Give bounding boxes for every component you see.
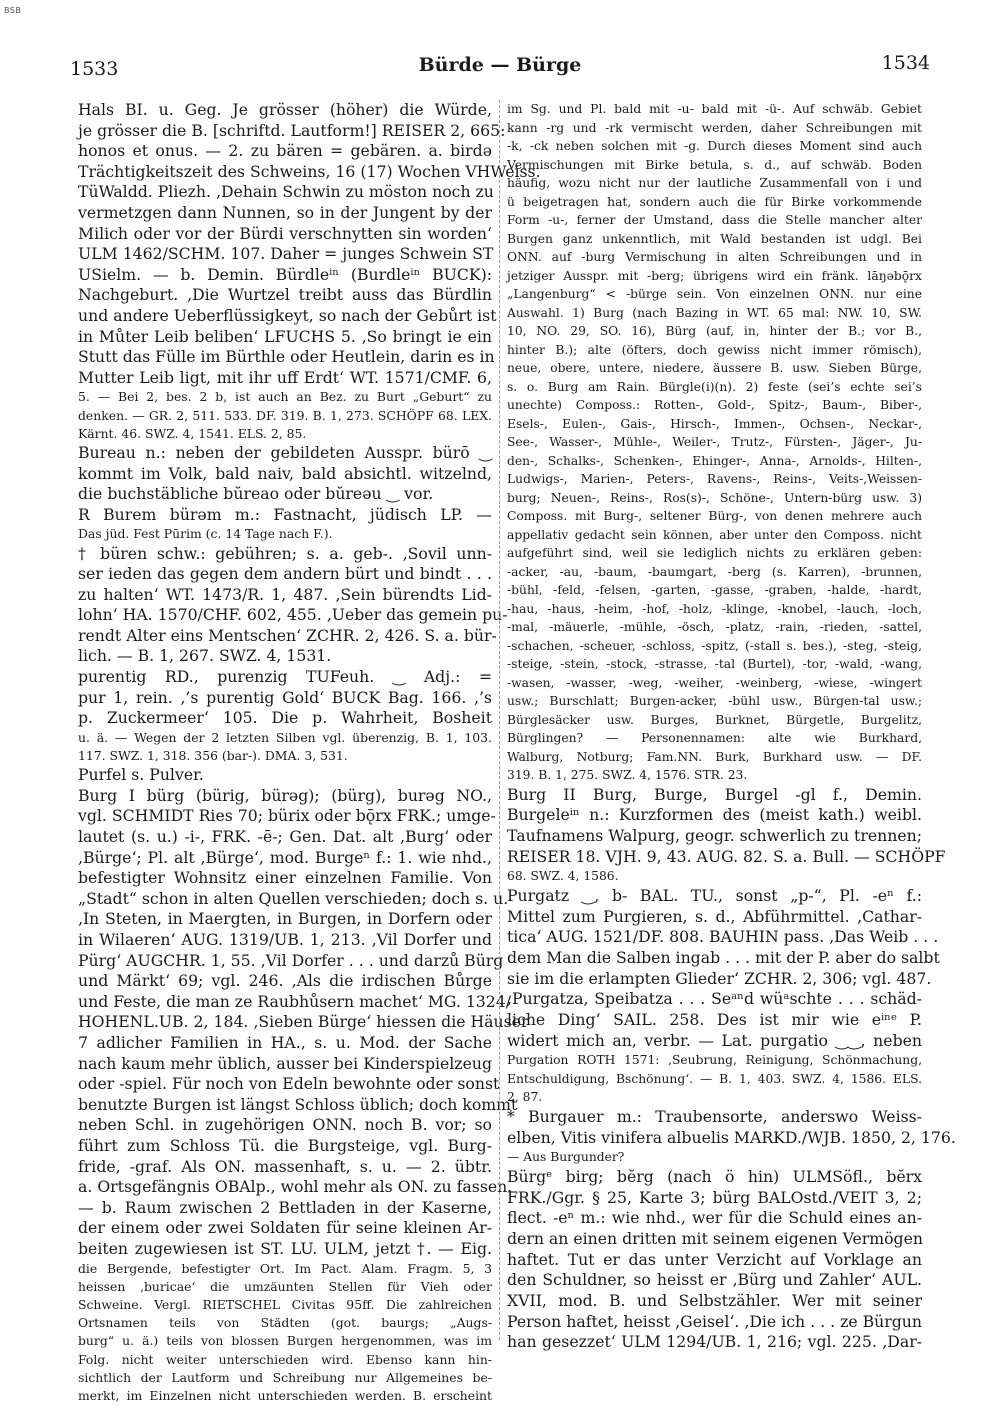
text-line: unechte) Composs.: Rotten-, Gold-, Spitz-, Baum-, Biber-, [507,398,922,412]
text-line: p. Zuckermeer‘ 105. Die p. Wahrheit, Bosheit [78,708,492,728]
text-line: s. o. Burg am Rain. Bürgle(i)(n). 2) feste (sei’s echte sei’s [507,379,922,394]
text-line: liche Ding‘ SAIL. 258. Des ist mir wie eⁱⁿᵉ P. [507,1010,922,1030]
text-line: -schachen, -scheuer, -schloss, -spitz, (-stall s. bes.), -steg, -steig, [507,638,922,653]
text-line: in Wilaeren‘ AUG. 1319/UB. 1, 213. ‚Vil Dorfer und [78,930,492,949]
text-line: jetziger Ausspr. mit -berg; übrigens wird ein fränk. lāŋəbǭrx [507,268,922,283]
text-line: HOHENL.UB. 2, 184. ‚Sieben Bürge‘ hiessen die Häuser [78,1012,529,1032]
text-line: und Feste, die man ze Raubhůsern machet‘ MG. 1324/ [78,991,512,1011]
text-line: zu halten‘ WT. 1473/R. 1, 487. ‚Sein bürendts Lid- [78,584,492,604]
text-line: lohn‘ HA. 1570/CHF. 602, 455. ‚Ueber das gemein pu- [78,605,508,625]
text-line: a. Ortsgefängnis OBAlp., wohl mehr als ON. zu fassen. [78,1177,513,1197]
text-line: R Burem bürəm m.: Fastnacht, jüdisch LP. — [78,504,492,524]
text-line: führt zum Schloss Tü. die Burgsteige, vgl. Burg- [78,1135,492,1155]
text-line: den Schuldner, so heisst er ‚Bürg und Zahler‘ AUL. [507,1270,922,1290]
text-line: appellativ gedacht sein können, aber unter den Composs. nicht [507,527,922,542]
text-line: ULM 1462/SCHM. 107. Daher = junges Schwein ST [78,244,494,264]
text-line: Folg. nicht weiter unterschieden wird. Ebenso kann hin- [78,1351,492,1367]
text-line: sie im die erlampten Glieder‘ ZCHR. 2, 306; vgl. 487. [507,968,932,988]
text-line: burg; Neuen-, Reins-, Ros(s)-, Schöne-, Untern-bürg usw. 3) [507,490,922,505]
text-line: ‚Bürge‘; Pl. alt ‚Bürge‘, mod. Burgeⁿ f.: 1. wie nhd., [78,847,492,867]
text-line: Trächtigkeitszeit des Schweins, 16 (17) Wochen VHWeiss. [78,161,541,181]
text-line: Ortsnamen teils von Städten (got. baurgs; „Augs- [78,1315,492,1331]
text-line: fride, -graf. Als ON. massenhaft, s. u. — 2. übtr. [78,1156,492,1176]
text-line: Bürgᵉ birg; bĕrg (nach ö hin) ULMSöfl., bĕrx [507,1166,922,1186]
text-line: Taufnamens Walpurg, geogr. schwerlich zu trennen; [507,825,922,845]
text-line: -mal, -mäuerle, -mühle, -ösch, -platz, -rain, -rieden, -sattel, [507,620,922,634]
text-line: ‚In Steten, in Maergten, in Burgen, in Dorfern oder [78,909,492,929]
text-line: den-, Schalks-, Schenken-, Ehinger-, Anna-, Arnolds-, Hilten-, [507,453,922,468]
text-line: Nachgeburt. ‚Die Wurtzel treibt auss das Bürdlin [78,285,492,305]
text-line: und andere Ueberflüssigkeyt, so nach der Gebůrt ist [78,305,497,325]
text-line: ser ieden das gegen dem andern bürt und bindt . . . [78,564,492,584]
page-number-right: 1534 [881,52,930,74]
text-line: merkt, im Einzelnen nicht unterschieden werden. B. erscheint [78,1387,492,1403]
text-line: * Burgauer m.: Traubensorte, anderswo Weiss- [507,1106,922,1126]
page-number-left: 1533 [70,58,119,80]
text-line: Auswahl. 1) Burg (nach Bazing in WT. 65 mal: NW. 10, SW. [507,305,922,320]
text-line: 5. — Bei 2, bes. 2 b, ist auch an Bez. zu Burt „Geburt“ zu [78,389,492,405]
text-line: benutzte Burgen ist längst Schloss üblich; doch kommt [78,1094,518,1114]
text-line: ‚Purgatza, Speibatza . . . Seᵃⁿd wüᵃschte . . . schäd- [507,989,922,1009]
text-line: häufig, wozu nicht nur der lautliche Zusammenfall von i und [507,176,922,190]
text-line: Bureau n.: neben der gebildeten Ausspr. bürō ‿ [78,442,492,462]
text-line: lich. — B. 1, 267. SWZ. 4, 1531. [78,646,332,666]
text-line: flect. -eⁿ m.: wie nhd., wer für die Schuld eines an- [507,1208,922,1228]
text-line: 319. B. 1, 275. SWZ. 4, 1576. STR. 23. [507,768,748,782]
text-line: Hals BI. u. Geg. Je grösser (höher) die Würde, [78,100,492,119]
text-line: „Langenburg“ < -bürge sein. Von einzelnen ONN. nur eine [507,287,922,301]
text-line: -hau, -haus, -heim, -hof, -holz, -klinge, -knobel, -lauch, -loch, [507,601,922,616]
text-line: widert mich an, verbr. — Lat. purgatio ‿‿, neben [507,1030,922,1050]
text-line: honos et onus. — 2. zu bären = gebären. a. birdə [78,141,492,161]
text-line: dern an einen dritten mit seinem eigenen Vermögen [507,1228,923,1248]
text-line: Vermischungen mit Birke betula, s. d., auf schwäb. Boden [507,157,922,172]
text-line: Form -u-, ferner der Umstand, dass die Stelle mancher alter [507,213,922,227]
text-line: Person haftet, heisst ‚Geisel‘. ‚Die ich . . . ze Bürgun [507,1311,922,1331]
text-line: nach kaum mehr üblich, ausser bei Kinderspielzeug [78,1053,492,1073]
text-line: „Stadt“ schon in alten Quellen verschieden; doch s. u. [78,888,509,908]
library-stamp: BSB [4,6,22,15]
text-line: -acker, -au, -baum, -baumgart, -berg (s. Karren), -brunnen, [507,564,922,579]
right-column [507,100,956,1353]
text-line: purentig RD., purenzig TUFeuh. ‿ Adj.: = [78,667,492,687]
text-line: 117. SWZ. 1, 318. 356 (bar-). DMA. 3, 531. [78,748,348,764]
running-title: Bürde — Bürge [418,54,582,76]
text-line: Esels-, Eulen-, Gais-, Hirsch-, Immen-, Ochsen-, Neckar-, [507,416,922,431]
text-line: -bühl, -feld, -felsen, -garten, -gasse, -graben, -halde, -hardt, [507,583,922,597]
text-line: je grösser die B. [schriftd. Lautform!] REISER 2, 665: [78,120,506,140]
text-line: burg“ u. ä.) teils von blossen Burgen hergenommen, was im [78,1333,492,1349]
text-line: 68. SWZ. 4, 1586. [507,869,619,884]
page-header [70,52,930,84]
text-line: sichtlich der Lautform und Schreibung nur Allgemeines be- [78,1369,492,1385]
text-line: vgl. SCHMIDT Ries 70; bürix oder bǭrx FRK.; umge- [78,806,496,826]
text-line: heissen ‚buricae‘ die umzäunten Stellen für Vieh oder [78,1278,492,1294]
text-line: vermetzgen dann Nunnen, so in der Jungent by der [78,202,492,222]
text-line: haftet. Tut er das unter Verzicht auf Vorklage an [507,1249,922,1269]
text-line: der einem oder zwei Soldaten für seine kleinen Ar- [78,1218,492,1238]
text-line: — Aus Burgunder? [507,1150,625,1165]
text-line: FRK./Ggr. § 25, Karte 3; bürg BALOstd./VEIT 3, 2; [507,1187,922,1207]
text-line: neben Schl. in zugehörigen ONN. noch B. vor; so [78,1115,492,1135]
text-line: See-, Wasser-, Mühle-, Weiler-, Trutz-, Fürsten-, Jäger-, Ju- [507,435,922,449]
text-line: hinter B.); alte (öfters, doch gewiss nicht immer römisch), [507,342,922,357]
text-line: Pürg‘ AUGCHR. 1, 55. ‚Vil Dorfer . . . und darzů Bürg [78,950,504,970]
text-line: pur 1, rein. ‚’s purentig Gold‘ BUCK Bag. 166. ‚’s [78,687,492,707]
text-line: neue, obere, untere, niedere, äussere B. usw. Sieben Bürge, [507,361,922,375]
text-line: Purgation ROTH 1571: ‚Seubrung, Reinigung, Schönmachung, [507,1053,922,1068]
text-line: im Sg. und Pl. bald mit -u- bald mit -ü-. Auf schwäb. Gebiet [507,102,922,116]
text-line: lautet (s. u.) -i-, FRK. -ē-; Gen. Dat. alt ‚Burg‘ oder [78,827,492,847]
text-line: Milich oder vor der Bürdi verschnytten sin worden‘ [78,223,492,243]
text-line: 2, 87. [507,1090,543,1105]
text-line: Stutt das Fülle im Bürthle oder Heutlein, darin es in [78,347,495,367]
text-line: ü beigetragen hat, sondern auch die für Birke vorkommende [507,194,922,209]
text-line: ONN. auf -burg Vermischung in alten Schreibungen und in [507,250,922,264]
text-line: -steige, -stein, -stock, -strasse, -tal (Burtel), -tor, -wald, -wang, [507,657,922,671]
text-line: aufgeführt sind, weil sie lediglich nichts zu erklären geben: [507,546,922,560]
text-line: Walburg, Notburg; Fam.NN. Burk, Burkhard usw. — DF. [507,749,922,764]
text-line: Burg I bürg (bürig, bürəg); (bürg), burəg NO., [78,785,492,805]
text-line: XVII, mod. B. und Selbstzähler. Wer mit seiner [507,1291,922,1311]
text-line: in Můter Leib beliben‘ LFUCHS 5. ‚So bringt ie ein [78,326,492,346]
text-line: Burgen ganz unkenntlich, mit Wald bestanden ist udgl. Bei [507,231,922,246]
text-line: Mutter Leib ligt, mit ihr uff Erdt‘ WT. 1571/CMF. 6, [78,367,492,387]
text-line: oder -spiel. Für noch von Edeln bewohnte oder sonst [78,1074,500,1094]
text-line: Composs. mit Burg-, seltener Bürg-, von denen mehrere auch [507,509,922,523]
text-line: Kärnt. 46. SWZ. 4, 1541. ELS. 2, 85. [78,425,307,441]
text-line: Schweine. Vergl. RIETSCHEL Civitas 95ff. Die zahlreichen [78,1296,492,1312]
text-line: han gesezzet‘ ULM 1294/UB. 1, 216; vgl. 225. ‚Dar- [507,1332,922,1352]
text-line: die buchstäbliche bŭreao oder bŭreəu ‿ vor. [78,484,434,504]
text-line: kommt im Volk, bald naiv, bald absichtl. witzelnd, [78,463,492,483]
text-line: USielm. — b. Demin. Bürdleⁱⁿ (Burdleⁱⁿ BUCK): [78,264,492,284]
text-line: REISER 18. VJH. 9, 43. AUG. 82. S. a. Bull. — SCHÖPF [507,846,946,866]
text-line: † büren schw.: gebühren; s. a. geb-. ‚Sovil unn- [78,543,492,563]
text-line: usw.; Burschlatt; Burgen-acker, -bühl usw., Bürgen-tal usw.; [507,694,922,708]
text-line: befestigter Wohnsitz einer einzelnen Familie. Von [78,868,492,888]
text-line: Purgatz ‿, b- BAL. TU., sonst „p-“, Pl. -eⁿ f.: [507,885,922,905]
text-line: Mittel zum Purgieren, s. d., Abführmittel. ‚Cathar- [507,906,922,926]
text-line: Bürglingen? — Personennamen: alte wie Burkhard, [507,731,922,745]
text-line: Entschuldigung, Bschönung‘. — B. 1, 403. SWZ. 4, 1586. ELS. [507,1071,922,1086]
text-line: — b. Raum zwischen 2 Bettladen in der Kaserne, [78,1197,492,1217]
text-line: u. ä. — Wegen der 2 letzten Silben vgl. überenzig, B. 1, 103. [78,729,492,745]
text-line: die Bergende, befestigter Ort. Im Pact. Alam. Fragm. 5, 3 [78,1260,492,1276]
text-line: Burg II Burg, Burge, Burgel -gl f., Demin. [507,784,922,804]
text-line: -wasen, -wasser, -weg, -weiher, -weinberg, -wiese, -wingert [507,675,922,690]
text-line: Ludwigs-, Marien-, Peters-, Ravens-, Reins-, Veits-,Weissen- [507,472,922,486]
text-line: tica‘ AUG. 1521/DF. 808. BAUHIN pass. ‚Das Weib . . . [507,927,939,947]
text-line: Das jüd. Fest Pūrim (c. 14 Tage nach F.). [78,526,333,542]
text-line: kann -rg und -rk vermischt werden, daher Schreibungen mit [507,120,922,135]
text-line: denken. — GR. 2, 511. 533. DF. 319. B. 1, 273. SCHÖPF 68. LEX. [78,407,492,423]
text-line: beiten zugewiesen ist ST. LU. ULM, jetzt †. — Eig. [78,1238,492,1258]
column-divider [499,100,501,1340]
text-line: TüWaldd. Pliezh. ‚Dehain Schwin zu möston noch zu [78,182,494,202]
text-line: 10, NO. 29, SO. 16), Bürg (auf, in, hinter der B.; vor B., [507,324,922,338]
text-line: und Märkt‘ 69; vgl. 246. ‚Als die irdischen Bůrge [78,971,492,991]
text-line: Burgeleⁱⁿ n.: Kurzformen des (meist kath.) weibl. [507,805,922,825]
text-line: Purfel s. Pulver. [78,765,204,785]
text-line: dem Man die Salben ingab . . . mit der P. aber do salbt [507,947,940,967]
text-line: Bürglesäcker usw. Burges, Burknet, Bürgetle, Burgelitz, [507,712,922,727]
text-line: elben, Vitis vinifera albuelis MARKD./WJB. 1850, 2, 176. [507,1127,956,1147]
text-line: rendt Alter eins Mentschen‘ ZCHR. 2, 426. S. a. bür- [78,625,497,645]
text-line: 7 adlicher Familien in HA., s. u. Mod. der Sache [78,1032,492,1052]
text-line: -k, -ck neben solchen mit -g. Durch dieses Moment sind auch [507,139,922,153]
